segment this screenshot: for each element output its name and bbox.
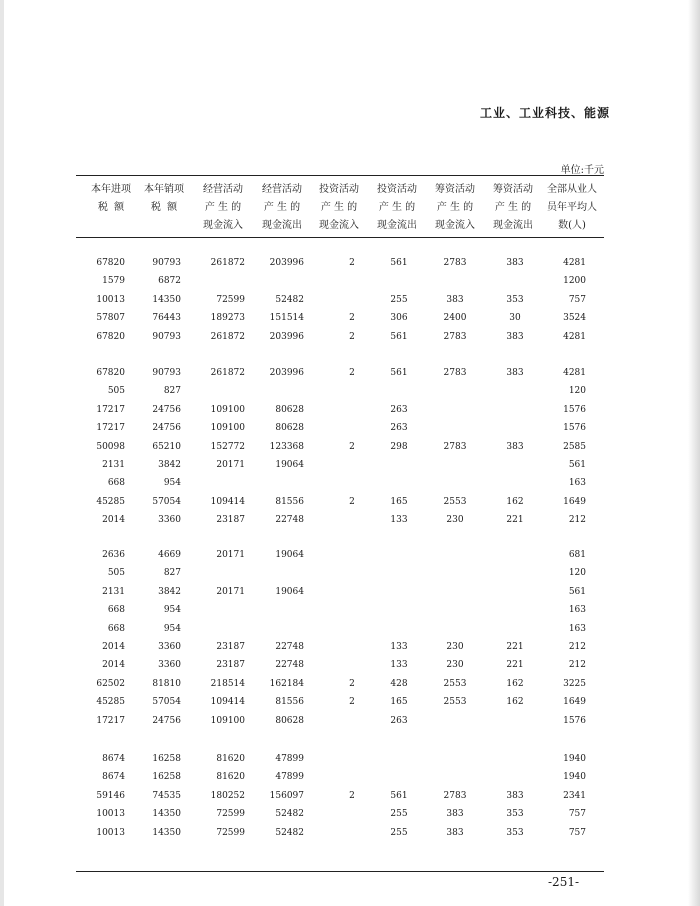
cell-financing-outflow: 162 <box>506 678 524 689</box>
cell-financing-inflow: 2553 <box>443 496 467 507</box>
cell-output-tax: 24756 <box>152 715 181 726</box>
cell-input-tax: 8674 <box>102 754 125 764</box>
cell-investing-outflow: 306 <box>390 313 408 324</box>
cell-financing-inflow: 2553 <box>443 697 467 708</box>
cell-investing-inflow: 2 <box>349 313 355 324</box>
cell-employees: 212 <box>568 515 586 526</box>
cell-operating-inflow: 20171 <box>216 586 245 597</box>
cell-output-tax: 954 <box>163 605 181 616</box>
cell-input-tax: 668 <box>107 605 125 616</box>
table-row <box>0 401 700 419</box>
cell-output-tax: 14350 <box>152 294 181 305</box>
cell-financing-inflow: 383 <box>446 809 464 820</box>
cell-operating-inflow: 189273 <box>210 313 245 324</box>
cell-employees: 757 <box>568 809 586 820</box>
cell-financing-inflow: 2783 <box>443 331 467 342</box>
cell-financing-inflow: 2783 <box>443 368 467 378</box>
section-title: 工业、工业科技、能源 <box>479 106 610 120</box>
cell-operating-outflow: 80628 <box>275 404 304 415</box>
table-row <box>0 328 700 346</box>
cell-operating-outflow: 22748 <box>275 642 304 652</box>
cell-financing-outflow: 353 <box>506 827 524 838</box>
cell-operating-outflow: 52482 <box>275 294 304 305</box>
table-row <box>0 750 700 768</box>
cell-input-tax: 57807 <box>96 313 125 324</box>
cell-employees: 1200 <box>563 276 586 287</box>
cell-investing-outflow: 428 <box>390 678 408 689</box>
cell-input-tax: 67820 <box>96 368 125 378</box>
cell-investing-outflow: 298 <box>390 441 408 452</box>
cell-financing-inflow: 2783 <box>443 258 467 268</box>
table-row <box>0 382 700 400</box>
cell-financing-outflow: 221 <box>506 660 524 671</box>
cell-investing-outflow: 255 <box>390 809 408 820</box>
cell-operating-inflow: 109100 <box>210 423 245 434</box>
cell-employees: 4281 <box>563 368 586 378</box>
cell-investing-outflow: 561 <box>390 368 408 378</box>
cell-financing-inflow: 2783 <box>443 441 467 452</box>
cell-input-tax: 50098 <box>96 441 125 452</box>
cell-input-tax: 10013 <box>96 827 125 838</box>
cell-output-tax: 827 <box>163 568 181 579</box>
cell-output-tax: 65210 <box>152 441 181 452</box>
col-header-employees: 全部从业人 员年平均人 数(人) <box>547 184 597 231</box>
cell-operating-outflow: 19064 <box>275 460 304 470</box>
cell-employees: 212 <box>568 642 586 652</box>
cell-operating-outflow: 151514 <box>269 313 304 324</box>
cell-input-tax: 2014 <box>102 515 125 526</box>
cell-financing-outflow: 353 <box>506 294 524 305</box>
cell-input-tax: 67820 <box>96 258 125 268</box>
cell-employees: 2341 <box>563 790 586 801</box>
cell-investing-outflow: 165 <box>390 496 408 507</box>
cell-input-tax: 1579 <box>102 276 125 287</box>
cell-investing-inflow: 2 <box>349 258 355 268</box>
cell-investing-outflow: 561 <box>390 790 408 801</box>
cell-employees: 1940 <box>563 754 586 764</box>
cell-output-tax: 6872 <box>158 276 181 287</box>
cell-operating-inflow: 81620 <box>216 754 245 764</box>
cell-input-tax: 8674 <box>102 772 125 783</box>
cell-input-tax: 668 <box>107 478 125 489</box>
table-row <box>0 272 700 290</box>
cell-employees: 1940 <box>563 772 586 783</box>
cell-employees: 3524 <box>563 313 586 324</box>
cell-financing-outflow: 383 <box>506 258 524 268</box>
cell-output-tax: 3842 <box>158 460 181 470</box>
cell-operating-outflow: 81556 <box>275 496 304 507</box>
cell-employees: 561 <box>568 586 586 597</box>
unit-label: 单位:千元 <box>560 165 604 176</box>
cell-investing-inflow: 2 <box>349 678 355 689</box>
cell-output-tax: 3360 <box>158 515 181 526</box>
cell-operating-outflow: 22748 <box>275 515 304 526</box>
cell-investing-outflow: 133 <box>390 660 408 671</box>
cell-operating-outflow: 80628 <box>275 715 304 726</box>
cell-financing-outflow: 383 <box>506 368 524 378</box>
cell-investing-outflow: 255 <box>390 827 408 838</box>
cell-operating-inflow: 261872 <box>210 331 245 342</box>
cell-operating-inflow: 72599 <box>216 809 245 820</box>
cell-operating-outflow: 80628 <box>275 423 304 434</box>
table-row <box>0 805 700 823</box>
cell-output-tax: 16258 <box>152 772 181 783</box>
cell-financing-outflow: 383 <box>506 790 524 801</box>
cell-financing-inflow: 230 <box>446 660 464 671</box>
cell-input-tax: 2014 <box>102 660 125 671</box>
cell-financing-inflow: 2400 <box>443 313 467 324</box>
cell-operating-outflow: 47899 <box>275 754 304 764</box>
table-row <box>0 474 700 492</box>
cell-investing-outflow: 165 <box>390 697 408 708</box>
cell-input-tax: 67820 <box>96 331 125 342</box>
cell-input-tax: 17217 <box>96 404 125 415</box>
cell-employees: 2585 <box>563 441 586 452</box>
cell-employees: 3225 <box>563 678 586 689</box>
table-row <box>0 693 700 711</box>
cell-output-tax: 827 <box>163 386 181 397</box>
col-header-financing-outflow: 筹资活动 产 生 的 现金流出 <box>493 184 533 231</box>
cell-output-tax: 57054 <box>152 697 181 708</box>
col-header-investing-outflow: 投资活动 产 生 的 现金流出 <box>377 184 417 231</box>
table-row <box>0 620 700 638</box>
cell-employees: 163 <box>568 478 586 489</box>
table-top-rule <box>76 175 604 176</box>
cell-output-tax: 14350 <box>152 827 181 838</box>
table-row <box>0 419 700 437</box>
cell-employees: 1576 <box>563 715 586 726</box>
table-bottom-rule <box>76 871 604 872</box>
cell-operating-outflow: 47899 <box>275 772 304 783</box>
col-header-operating-inflow: 经营活动 产 生 的 现金流入 <box>203 184 243 231</box>
table-row <box>0 546 700 564</box>
table-row <box>0 291 700 309</box>
table-row <box>0 601 700 619</box>
cell-operating-inflow: 20171 <box>216 550 245 560</box>
cell-employees: 163 <box>568 605 586 616</box>
cell-output-tax: 14350 <box>152 809 181 820</box>
cell-investing-inflow: 2 <box>349 697 355 708</box>
cell-financing-outflow: 221 <box>506 642 524 652</box>
cell-input-tax: 2014 <box>102 642 125 652</box>
cell-output-tax: 57054 <box>152 496 181 507</box>
cell-operating-inflow: 23187 <box>216 515 245 526</box>
cell-financing-outflow: 162 <box>506 496 524 507</box>
table-row <box>0 712 700 730</box>
cell-input-tax: 2636 <box>102 550 125 560</box>
cell-operating-inflow: 261872 <box>210 368 245 378</box>
cell-operating-inflow: 109100 <box>210 404 245 415</box>
cell-employees: 1576 <box>563 423 586 434</box>
cell-operating-inflow: 218514 <box>210 678 245 689</box>
cell-operating-outflow: 52482 <box>275 827 304 838</box>
cell-operating-outflow: 81556 <box>275 697 304 708</box>
cell-operating-outflow: 156097 <box>269 790 304 801</box>
cell-operating-outflow: 203996 <box>269 368 304 378</box>
cell-investing-inflow: 2 <box>349 496 355 507</box>
cell-input-tax: 668 <box>107 623 125 634</box>
cell-investing-inflow: 2 <box>349 331 355 342</box>
cell-output-tax: 81810 <box>152 678 181 689</box>
cell-operating-inflow: 23187 <box>216 660 245 671</box>
cell-output-tax: 3360 <box>158 642 181 652</box>
cell-operating-inflow: 72599 <box>216 294 245 305</box>
cell-employees: 1649 <box>563 697 586 708</box>
cell-employees: 757 <box>568 294 586 305</box>
cell-employees: 163 <box>568 623 586 634</box>
cell-financing-inflow: 383 <box>446 294 464 305</box>
cell-investing-outflow: 263 <box>390 423 408 434</box>
cell-operating-inflow: 72599 <box>216 827 245 838</box>
cell-operating-outflow: 52482 <box>275 809 304 820</box>
table-row <box>0 309 700 327</box>
cell-operating-inflow: 180252 <box>210 790 245 801</box>
cell-employees: 4281 <box>563 331 586 342</box>
cell-input-tax: 505 <box>107 386 125 397</box>
table-row <box>0 768 700 786</box>
table-row <box>0 638 700 656</box>
cell-investing-outflow: 263 <box>390 715 408 726</box>
cell-employees: 561 <box>568 460 586 470</box>
cell-financing-inflow: 230 <box>446 642 464 652</box>
cell-operating-outflow: 203996 <box>269 258 304 268</box>
cell-financing-outflow: 30 <box>509 313 521 324</box>
cell-output-tax: 16258 <box>152 754 181 764</box>
cell-financing-inflow: 230 <box>446 515 464 526</box>
cell-financing-inflow: 2783 <box>443 790 467 801</box>
cell-output-tax: 90793 <box>152 368 181 378</box>
cell-input-tax: 45285 <box>96 697 125 708</box>
cell-employees: 212 <box>568 660 586 671</box>
cell-operating-inflow: 109100 <box>210 715 245 726</box>
cell-employees: 120 <box>568 386 586 397</box>
table-row <box>0 824 700 842</box>
cell-employees: 120 <box>568 568 586 579</box>
cell-investing-inflow: 2 <box>349 368 355 378</box>
table-row <box>0 583 700 601</box>
table-row <box>0 787 700 805</box>
cell-input-tax: 505 <box>107 568 125 579</box>
col-header-input-tax: 本年进项 税 额 <box>91 184 131 213</box>
cell-input-tax: 45285 <box>96 496 125 507</box>
cell-investing-inflow: 2 <box>349 790 355 801</box>
cell-employees: 757 <box>568 827 586 838</box>
cell-operating-inflow: 81620 <box>216 772 245 783</box>
table-row <box>0 364 700 382</box>
col-header-financing-inflow: 筹资活动 产 生 的 现金流入 <box>435 184 475 231</box>
cell-financing-outflow: 353 <box>506 809 524 820</box>
cell-output-tax: 3360 <box>158 660 181 671</box>
cell-output-tax: 90793 <box>152 258 181 268</box>
cell-operating-outflow: 19064 <box>275 586 304 597</box>
cell-output-tax: 3842 <box>158 586 181 597</box>
cell-employees: 4281 <box>563 258 586 268</box>
cell-output-tax: 90793 <box>152 331 181 342</box>
cell-operating-inflow: 109414 <box>210 697 245 708</box>
col-header-operating-outflow: 经营活动 产 生 的 现金流出 <box>262 184 302 231</box>
cell-operating-outflow: 22748 <box>275 660 304 671</box>
cell-input-tax: 2131 <box>102 460 125 470</box>
table-header-rule <box>76 237 604 238</box>
cell-operating-outflow: 19064 <box>275 550 304 560</box>
cell-investing-outflow: 255 <box>390 294 408 305</box>
table-row <box>0 456 700 474</box>
cell-operating-inflow: 261872 <box>210 258 245 268</box>
cell-output-tax: 4669 <box>158 550 181 560</box>
cell-output-tax: 954 <box>163 478 181 489</box>
cell-input-tax: 59146 <box>96 790 125 801</box>
cell-investing-inflow: 2 <box>349 441 355 452</box>
table-row <box>0 656 700 674</box>
table-row <box>0 675 700 693</box>
col-header-investing-inflow: 投资活动 产 生 的 现金流入 <box>319 184 359 231</box>
cell-input-tax: 2131 <box>102 586 125 597</box>
table-row <box>0 254 700 272</box>
cell-output-tax: 76443 <box>152 313 181 324</box>
cell-financing-outflow: 162 <box>506 697 524 708</box>
cell-output-tax: 24756 <box>152 423 181 434</box>
cell-investing-outflow: 263 <box>390 404 408 415</box>
cell-financing-inflow: 383 <box>446 827 464 838</box>
cell-financing-outflow: 383 <box>506 441 524 452</box>
col-header-output-tax: 本年销项 税 额 <box>144 184 184 213</box>
cell-input-tax: 17217 <box>96 423 125 434</box>
cell-operating-outflow: 203996 <box>269 331 304 342</box>
cell-employees: 1576 <box>563 404 586 415</box>
table-row <box>0 438 700 456</box>
cell-operating-outflow: 123368 <box>269 441 304 452</box>
cell-output-tax: 74535 <box>152 790 181 801</box>
cell-financing-outflow: 221 <box>506 515 524 526</box>
cell-operating-inflow: 23187 <box>216 642 245 652</box>
cell-operating-inflow: 152772 <box>210 441 245 452</box>
cell-operating-outflow: 162184 <box>269 678 304 689</box>
cell-operating-inflow: 20171 <box>216 460 245 470</box>
cell-employees: 681 <box>568 550 586 560</box>
cell-investing-outflow: 133 <box>390 515 408 526</box>
table-row <box>0 511 700 529</box>
cell-investing-outflow: 561 <box>390 258 408 268</box>
cell-output-tax: 24756 <box>152 404 181 415</box>
cell-input-tax: 10013 <box>96 294 125 305</box>
cell-financing-inflow: 2553 <box>443 678 467 689</box>
cell-input-tax: 62502 <box>96 678 125 689</box>
cell-input-tax: 17217 <box>96 715 125 726</box>
cell-input-tax: 10013 <box>96 809 125 820</box>
table-row <box>0 564 700 582</box>
cell-employees: 1649 <box>563 496 586 507</box>
page-number: -251- <box>548 875 580 889</box>
cell-investing-outflow: 561 <box>390 331 408 342</box>
table-row <box>0 493 700 511</box>
cell-financing-outflow: 383 <box>506 331 524 342</box>
cell-output-tax: 954 <box>163 623 181 634</box>
cell-investing-outflow: 133 <box>390 642 408 652</box>
cell-operating-inflow: 109414 <box>210 496 245 507</box>
